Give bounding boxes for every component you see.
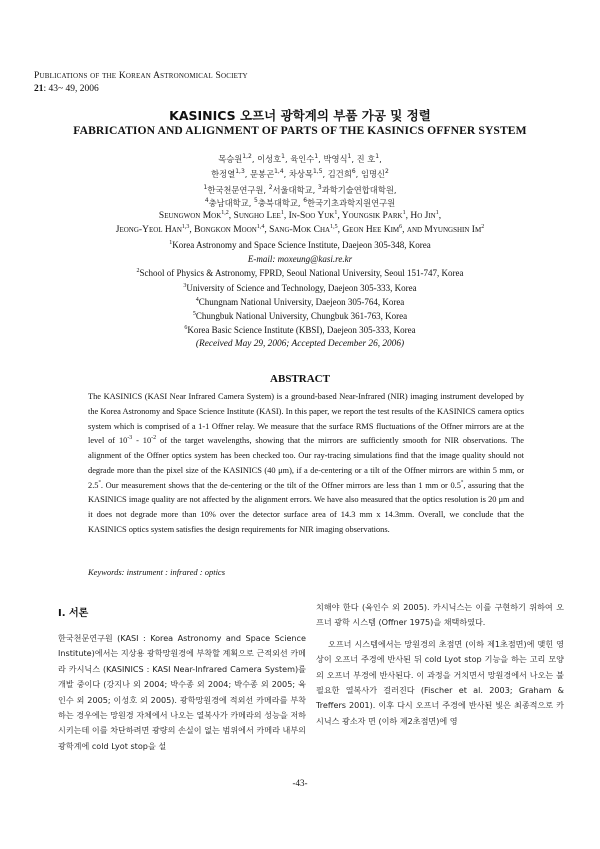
journal-volume: [34, 83, 248, 96]
abstract-heading: ABSTRACT: [270, 373, 330, 385]
keywords: Keywords: instrument : infrared : optics: [88, 567, 226, 577]
paragraph: 한국천문연구원 (KASI : Korea Astronomy and Space Science Institute)에서는 지상용 광학망원경에 부착할 계획으로 근적외선 카메라 카시닉스 (KASINICS : KASI Near-Infrared Camera System)를 개발 중이다 (강지나 외 2004; 박수종 외 2004; 박수종 외 2005; 육인수 외 2005; 이성호 외 2005). 광학망원경에 적외선 카메라를 부착하는 경우에는 망원경 자체에서 나오는 열복사가 카메라의 성능을 저하시키는데 이를 차단하려면 광량의 손실이 없는 범위에서 카메라 내부의 광학계에 cold Lyot stop을 설: [58, 633, 306, 751]
affiliation-5: $^5$Chungbuk National University, Chungbuk 361-763, Korea: [192, 311, 408, 321]
affiliation-2: $^2$School of Physics & Astronomy, FPRD, Seoul National University, Seoul 151-747, Korea: [136, 268, 464, 278]
received-date: (Received May 29, 2006; Accepted December 26, 2006): [195, 339, 405, 349]
paragraph: 오프너 시스템에서는 망원경의 초점면 (이하 제1초점면)에 맺힌 영상이 오프너 주경에 반사된 뒤 cold Lyot stop 기능을 하는 고리 모양의 오프너 부경에 반사된다. 이 과정을 거치면서 망원경에서 나오는 불필요한 열복사가 걸러진다 (Fischer et al. 2003; Graham & Treffers 2001). 이후 다시 오프너 주경에 반사된 빛은 최종적으로 카시닉스 광소자 면 (이하 제2초점면)에 영: [316, 638, 564, 726]
title-korean: KASINICS 오프너 광학계의 부품 가공 및 정렬: [169, 108, 431, 123]
volume-number: 21: [34, 84, 44, 94]
abstract-body: The KASINICS (KASI Near Infrared Camera System) is a ground-based Near-Infrared (NIR) imaging instrument developed by the Korea Astronomy and Space Science Institute (KASI). In this paper, we report the test results of the KASINICS camera optics system which is comprised of a 1-1 Offner relay. We measure that the surface RMS fluctuations of the Offner mirrors are at the level of $10^{-3} - 10^{-2}$ of the target wavelengths, showing that the mirrors are sufficiently smooth for NIR observations. The alignment of the Offner optics system has been checked too. Our ray-tracing simulations find that the image quality should not degrade more than the pixel size of the KASINICS (40 μm), if a de-centering or a tilt of the Offner mirrors are within 5 mm, or 2.5°. Our measurement shows that the de-centering or the tilt of the Offner mirrors are less than 1 mm or 0.5°, assuring that the KASINICS image quality are not affected by the alignment errors. We have also measured that the optics resolution is 20 μm and it does not degrade more than 10% over the detector surface area of 14.3 mm x 14.3mm. Overall, we conclude that the KASINICS optics system satisfies the design requirements for NIR imaging observations.: [88, 392, 524, 534]
affiliation-6: $^6$Korea Basic Science Institute (KBSI), Daejeon 305-333, Korea: [184, 325, 416, 335]
body-column-left: [58, 631, 306, 754]
affiliations-korean-line-1: $^1$한국천문연구원, $^2$서울대학교, $^3$과학기술연합대학원,: [203, 184, 397, 195]
affiliation-1: $^1$Korea Astronomy and Space Science Institute, Daejeon 305-348, Korea: [169, 240, 431, 250]
author-email: E-mail: moxeung@kasi.re.kr: [247, 254, 353, 264]
authors-korean-line-2: 한정열$^{1,3}$, 문봉곤$^{1,4}$, 차상목$^{1,5}$, 김건희$^6$, 임명신$^2$: [211, 168, 389, 179]
affiliation-3: $^3$University of Science and Technology, Daejeon 305-333, Korea: [183, 283, 417, 293]
affiliations-korean-line-2: $^4$충남대학교, $^5$충북대학교, $^6$한국기초과학지원연구원: [204, 197, 396, 208]
page-number: -43-: [292, 778, 308, 788]
journal-header: [34, 70, 248, 96]
affiliation-4: $^4$Chungnam National University, Daejeon 305-764, Korea: [195, 297, 405, 307]
page-range: : 43~ 49, 2006: [43, 84, 99, 94]
body-column-right: [316, 600, 564, 729]
title-english: FABRICATION AND ALIGNMENT OF PARTS OF THE KASINICS OFFNER SYSTEM: [73, 124, 527, 137]
journal-name: Publications of the Korean Astronomical Society: [34, 71, 248, 81]
paragraph: 치해야 한다 (육인수 외 2005). 카시닉스는 이를 구현하기 위하여 오프너 광학 시스템 (Offner 1975)을 채택하였다.: [316, 602, 564, 628]
authors-korean-line-1: 목승원$^{1,2}$, 이성호$^1$, 육인수$^1$, 박영식$^1$, 진 호$^1$,: [218, 153, 382, 164]
section-heading-introduction: I. 서론: [58, 608, 89, 619]
authors-english-line-2: Jeong-Yeol Han$^{1,3}$, Bongkon Moon$^{1,4}$, Sang-Mok Cha$^{1,5}$, Geon Hee Kim$^6$, and Myungshin Im$^2$: [115, 223, 485, 235]
authors-english-line-1: Seungwon Mok$^{1,2}$, Sungho Lee$^1$, In-Soo Yuk$^1$, Youngsik Park$^1$, Ho Jin$^1$,: [158, 209, 442, 221]
